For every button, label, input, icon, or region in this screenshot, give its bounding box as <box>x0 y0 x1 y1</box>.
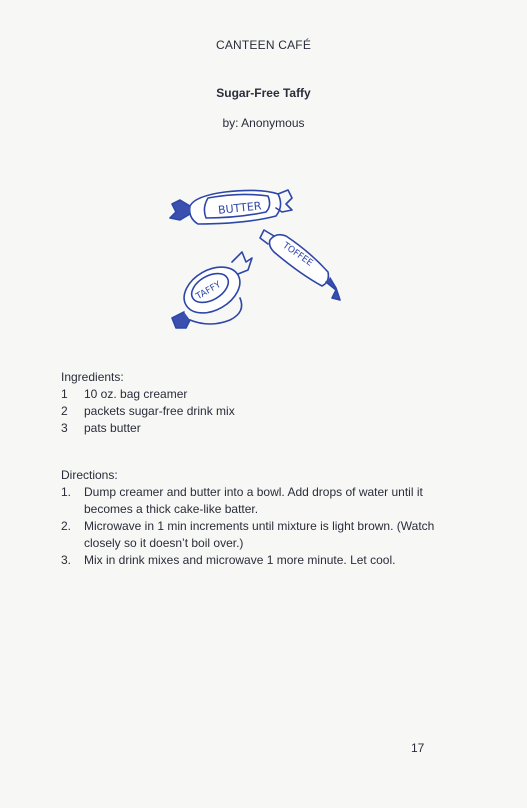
step-text: Mix in drink mixes and microwave 1 more minute. Let cool. <box>84 553 396 567</box>
step-text: Dump creamer and butter into a bowl. Add drops of water until it becomes a thick cake-like batter. <box>84 485 423 516</box>
step-number: 1. <box>61 485 72 499</box>
direction-step <box>61 552 441 569</box>
directions-list <box>61 484 441 569</box>
step-number: 2. <box>61 519 72 533</box>
taffy-label: TAFFY <box>194 279 223 303</box>
ingredient-text: 10 oz. bag creamer <box>84 387 188 401</box>
directions-heading: Directions: <box>61 468 118 482</box>
ingredients-heading: Ingredients: <box>61 370 124 384</box>
butter-candy-icon <box>170 190 292 224</box>
direction-step <box>61 484 441 518</box>
ingredient-text: pats butter <box>84 421 141 435</box>
step-text: Microwave in 1 min increments until mixture is light brown. (Watch closely so it doesn’t boil over.) <box>84 519 435 550</box>
ingredient-text: packets sugar-free drink mix <box>84 404 235 418</box>
ingredient-item <box>61 386 235 403</box>
recipe-title: Sugar-Free Taffy <box>216 86 311 100</box>
butter-label: BUTTER <box>217 199 263 217</box>
page-header: CANTEEN CAFÉ <box>215 38 312 52</box>
ingredient-item <box>61 403 235 420</box>
ingredient-item <box>61 420 235 437</box>
toffee-label: TOFFEE <box>280 240 315 269</box>
taffy-candy-icon <box>172 252 252 328</box>
recipe-byline: by: Anonymous <box>222 116 305 130</box>
ingredients-list <box>61 386 235 437</box>
page-number: 17 <box>411 741 425 755</box>
candy-illustration <box>150 178 370 340</box>
step-number: 3. <box>61 553 72 567</box>
ingredient-qty: 1 <box>61 387 68 401</box>
toffee-candy-icon <box>260 230 340 300</box>
ingredient-qty: 3 <box>61 421 68 435</box>
direction-step <box>61 518 441 552</box>
ingredient-qty: 2 <box>61 404 68 418</box>
